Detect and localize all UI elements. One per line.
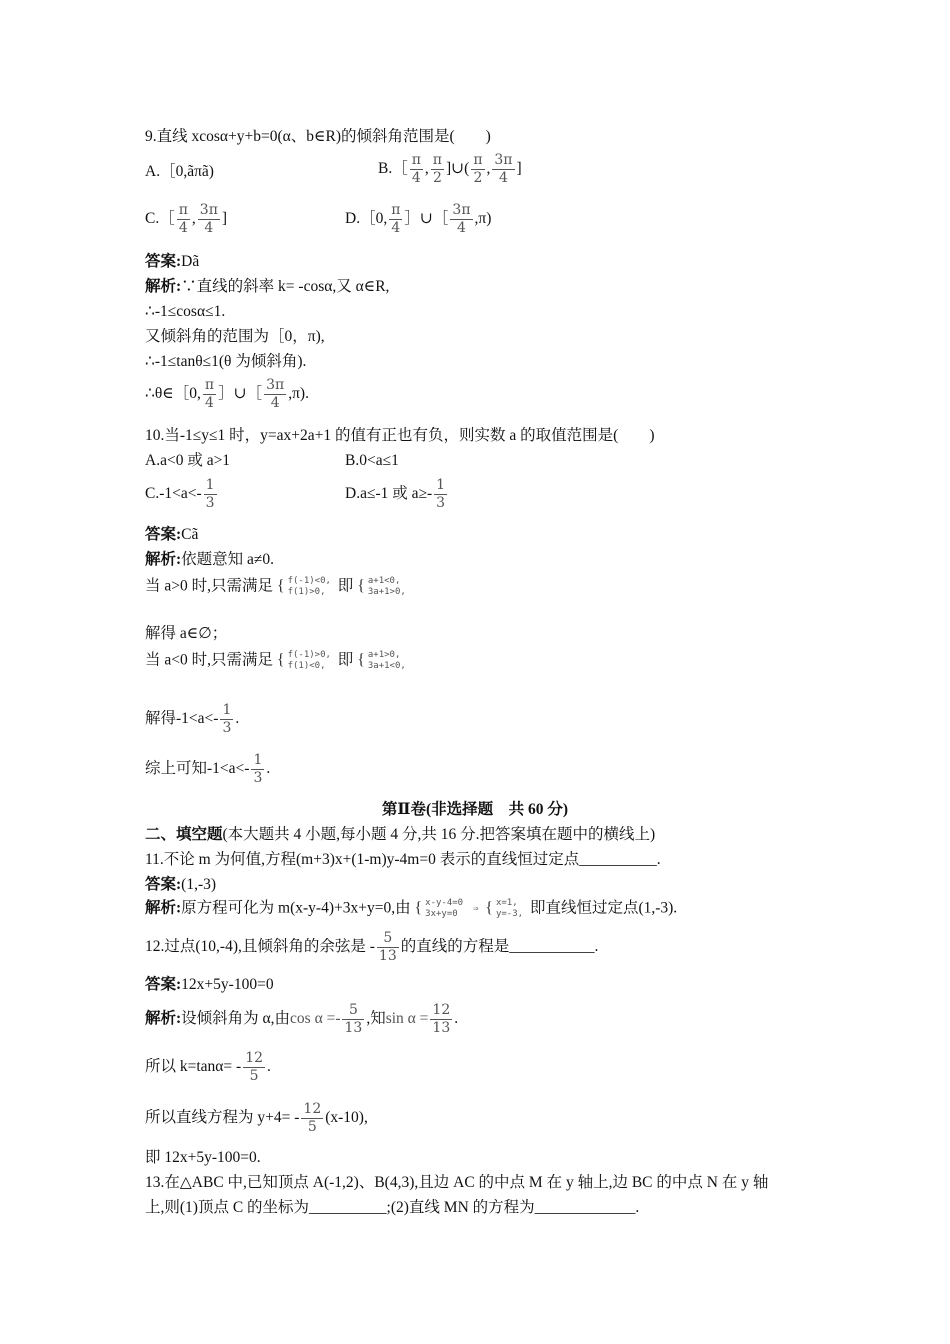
fraction: $\frac{5}{13}$: [378, 930, 397, 964]
q10-option-a: A.a<0 或 a>1: [145, 452, 231, 469]
q13-line-1: 13.在△ABC 中,已知顶点 A(-1,2)、B(4,3),且边 AC 的中点 M 在 y 轴上,边 BC 的中点 N 在 y 轴: [145, 1174, 769, 1191]
q10-case-negative: 当 a<0 时,只需满足 { f(-1)>0, f(1)<0, 即 { a+1>0, 3a+1<0,: [145, 650, 406, 671]
q10-option-c: C.-1<a<- $\frac{1}{3}$: [145, 477, 215, 511]
q10-answer: 答案:Cã: [145, 526, 199, 543]
q12-analysis-2: 所以 k=tanα= - $\frac{12}{5}$ .: [145, 1050, 271, 1084]
fraction: $\frac{\pi}{4}$: [391, 202, 401, 236]
fraction: $\frac{12}{5}$: [303, 1101, 322, 1135]
q9-analysis-2: ∴-1≤cosα≤1.: [145, 303, 226, 320]
equation-system: x=1, y=-3,: [495, 898, 524, 919]
q9-option-b: B.［ $\frac{\pi}{4}$ , $\frac{\pi}{2}$ ]∪( $\frac{\pi}{2}$ , $\frac{3\pi}{4}$ ]: [378, 152, 522, 186]
q9-analysis-3: 又倾斜角的范围为［0，π),: [145, 328, 325, 345]
fraction: $\frac{\pi}{4}$: [178, 202, 188, 236]
fraction: $\frac{12}{13}$: [432, 1002, 451, 1036]
fraction: $\frac{3\pi}{4}$: [199, 202, 218, 236]
q9-analysis-1: 解析:∵直线的斜率 k= -cosα,又 α∈R,: [145, 278, 390, 295]
condition-system: f(-1)>0, f(1)<0,: [287, 650, 331, 671]
fraction: $\frac{1}{3}$: [222, 702, 232, 736]
q12-analysis-3: 所以直线方程为 y+4= - $\frac{12}{5}$ (x-10),: [145, 1101, 368, 1135]
q13-line-2: 上,则(1)顶点 C 的坐标为__________;(2)直线 MN 的方程为_____________.: [145, 1199, 640, 1216]
q10-stem: 10.当-1≤y≤1 时，y=ax+2a+1 的值有正也有负，则实数 a 的取值范围是( ): [145, 427, 655, 444]
fraction: $\frac{5}{13}$: [344, 1002, 363, 1036]
q10-summary: 综上可知-1<a<- $\frac{1}{3}$ .: [145, 752, 271, 786]
q9-stem: 9.直线 xcosα+y+b=0(α、b∈R)的倾斜角范围是( ): [145, 128, 491, 145]
q9-analysis-5: ∴θ∈［0, $\frac{\pi}{4}$ ］∪［ $\frac{3\pi}{4}$ ,π).: [145, 377, 309, 411]
q12-answer: 答案:12x+5y-100=0: [145, 976, 274, 993]
q10-case-positive: 当 a>0 时,只需满足 { f(-1)<0, f(1)>0, 即 { a+1<0, 3a+1>0,: [145, 576, 406, 597]
fraction: $\frac{3\pi}{4}$: [266, 377, 285, 411]
fraction: $\frac{3\pi}{4}$: [452, 202, 471, 236]
q9-option-c: C.［ $\frac{\pi}{4}$ , $\frac{3\pi}{4}$ ]: [145, 202, 228, 236]
q10-case-positive-result: 解得 a∈∅；: [145, 625, 228, 642]
fraction: $\frac{12}{5}$: [245, 1050, 264, 1084]
fraction: $\frac{\pi}{2}$: [432, 152, 442, 186]
q11-analysis: 解析:原方程可化为 m(x-y-4)+3x+y=0,由 { x-y-4=0 3x+y=0 ⇒ { x=1, y=-3, 即直线恒过定点(1,-3).: [145, 898, 678, 919]
fraction: $\frac{3\pi}{4}$: [494, 152, 513, 186]
q9-answer: 答案:Dã: [145, 253, 200, 270]
equation-system: x-y-4=0 3x+y=0: [425, 898, 464, 919]
q9-option-d: D.［0, $\frac{\pi}{4}$ ］∪［ $\frac{3\pi}{4}$ ,π): [345, 202, 492, 236]
q12-stem: 12.过点(10,-4),且倾斜角的余弦是 - $\frac{5}{13}$ 的直线的方程是___________.: [145, 930, 599, 964]
q11-answer: 答案:(1,-3): [145, 876, 217, 893]
part-two-title: 第Ⅱ卷(非选择题 共 60 分): [381, 801, 569, 818]
fraction: $\frac{1}{3}$: [436, 477, 446, 511]
fraction: $\frac{1}{3}$: [253, 752, 263, 786]
condition-system: f(-1)<0, f(1)>0,: [287, 576, 331, 597]
q10-option-d: D.a≤-1 或 a≥- $\frac{1}{3}$: [345, 477, 446, 511]
q10-case-negative-result: 解得-1<a<- $\frac{1}{3}$ .: [145, 702, 240, 736]
q9-option-a: A.［0,ãπã): [145, 163, 214, 180]
q10-analysis-1: 解析:依题意知 a≠0.: [145, 551, 275, 568]
fraction: $\frac{1}{3}$: [205, 477, 215, 511]
fraction: $\frac{\pi}{4}$: [204, 377, 215, 411]
q9-analysis-4: ∴-1≤tanθ≤1(θ 为倾斜角).: [145, 353, 307, 370]
fraction: $\frac{\pi}{2}$: [473, 152, 483, 186]
condition-system: a+1<0, 3a+1>0,: [367, 576, 406, 597]
q12-result: 即 12x+5y-100=0.: [145, 1149, 261, 1166]
q11-stem: 11.不论 m 为何值,方程(m+3)x+(1-m)y-4m=0 表示的直线恒过定点__________.: [145, 851, 661, 868]
q12-analysis-1: 解析:设倾斜角为 α,由cos α =- $\frac{5}{13}$ ,知sin α = $\frac{12}{13}$ .: [145, 1002, 459, 1036]
q10-option-b: B.0<a≤1: [345, 452, 399, 469]
section-heading: 二、填空题(本大题共 4 小题,每小题 4 分,共 16 分.把答案填在题中的横线上): [145, 826, 656, 843]
fraction: $\frac{\pi}{4}$: [411, 152, 421, 186]
condition-system: a+1>0, 3a+1<0,: [367, 650, 406, 671]
